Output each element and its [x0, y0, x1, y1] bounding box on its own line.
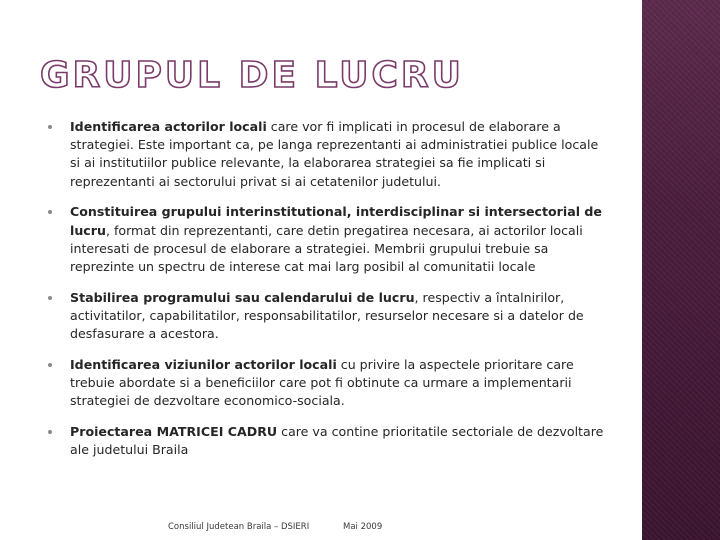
- bullet-icon: [48, 363, 52, 367]
- item-bold-text: Constituirea grupului interinstitutional, interdisciplinar si intersectorial de lucru: [70, 204, 602, 238]
- list-item: [48, 356, 608, 411]
- item-bold-text: Identificarea actorilor locali: [70, 119, 267, 134]
- item-text: care va contine prioritatile sectoriale de dezvoltare ale judetului Braila: [70, 423, 604, 458]
- list-item: [48, 118, 608, 191]
- list-item: [48, 203, 608, 276]
- bullet-list: [48, 118, 608, 472]
- panel-texture: [642, 0, 720, 540]
- item-bold-text: Proiectarea MATRICEI CADRU: [70, 423, 278, 439]
- item-text: cu privire la aspectele prioritare care trebuie abordate si a beneficiilor care pot fi obtinute ca urmare a implementarii strategiei de dezvoltare economico-sociala.: [70, 356, 574, 409]
- item-text: care vor fi implicati in procesul de elaborare a strategiei. Este important ca, pe langa reprezentanti ai administratiei publice locale si ai institutiilor publice relevante, la elaborarea strategiei sa fie implicati si reprezentanti ai sectorului privat si ai cetatenilor judetului.: [70, 119, 599, 189]
- item-bold-text: Stabilirea programului sau calendarului de lucru: [70, 289, 415, 305]
- item-text: , respectiv a întalnirilor, activitatilor, capabilitatilor, responsabilitatilor, resurselor necesare si a datelor de desfasurare a acestora.: [70, 289, 584, 342]
- item-bold-text: Identificarea viziunilor actorilor locali: [70, 356, 337, 372]
- list-item: [48, 423, 608, 459]
- list-item: [48, 289, 608, 344]
- decorative-side-panel: [642, 0, 720, 540]
- bullet-icon: [48, 296, 52, 300]
- bullet-icon: [48, 430, 52, 434]
- footer-organization: Consiliul Judetean Braila – DSIERI: [168, 522, 310, 532]
- footer-date: Mai 2009: [343, 522, 383, 532]
- bullet-icon: [48, 125, 52, 129]
- item-text: , format din reprezentanti, care detin pregatirea necesara, ai actorilor locali interesati de procesul de elaborare a strategiei. Membrii grupului trebuie sa reprezinte un spectru de interese cat mai larg posibil al comunitatii locale: [70, 222, 583, 274]
- slide-title: GRUPUL DE LUCRU: [40, 55, 464, 96]
- bullet-icon: [48, 210, 52, 214]
